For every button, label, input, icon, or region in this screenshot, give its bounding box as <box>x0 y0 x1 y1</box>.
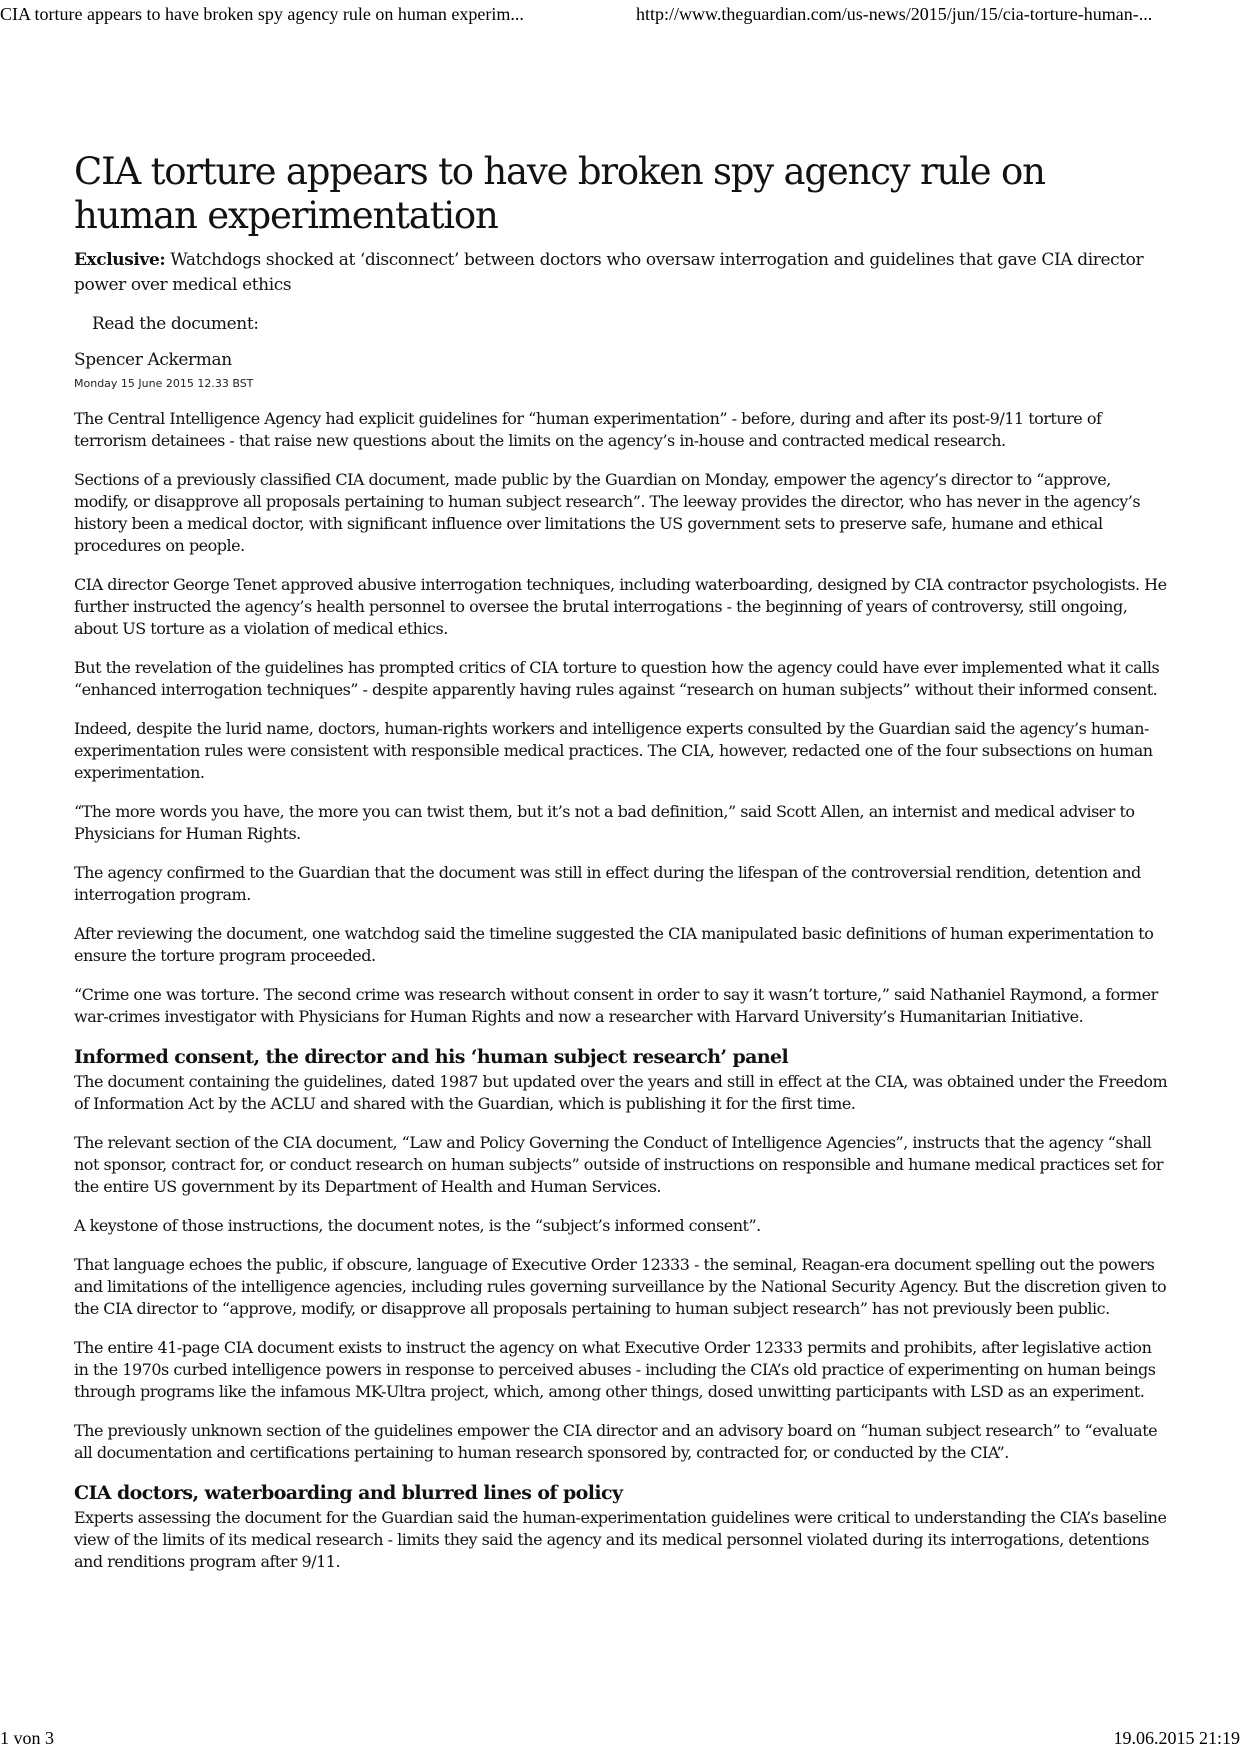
standfirst <box>74 248 1168 298</box>
body-paragraph: A keystone of those instructions, the document notes, is the “subject’s informed consent”. <box>74 1216 761 1235</box>
print-footer <box>0 1726 1240 1752</box>
dateline: Monday 15 June 2015 12.33 BST <box>74 377 254 390</box>
byline[interactable]: Spencer Ackerman <box>74 350 232 370</box>
print-header-url: http://www.theguardian.com/us-news/2015/jun/15/cia-torture-human-... <box>636 4 1153 24</box>
body-paragraph: The agency confirmed to the Guardian that the document was still in effect during the lifespan of the controversial rendition, detention and interrogation program. <box>74 863 1141 904</box>
body-paragraph: CIA director George Tenet approved abusive interrogation techniques, including waterboarding, designed by CIA contractor psychologists. He further instructed the agency’s health personnel to oversee the brutal interrogations - the beginning of years of controversy, still ongoing, about US torture as a violation of medical ethics. <box>74 575 1167 638</box>
standfirst-text: Watchdogs shocked at ‘disconnect’ between doctors who oversaw interrogation and guidelines that gave CIA director power over medical ethics <box>74 250 1144 295</box>
body-paragraph: That language echoes the public, if obscure, language of Executive Order 12333 - the seminal, Reagan-era document spelling out the powers and limitations of the intelligence agencies, including rules governing surveillance by the National Security Agency. But the discretion given to the CIA director to “approve, modify, or disapprove all proposals pertaining to human subject research” has not previously been public. <box>74 1255 1167 1318</box>
page-number: 1 von 3 <box>0 1728 54 1748</box>
body-paragraph: “Crime one was torture. The second crime was research without consent in order to say it wasn’t torture,” said Nathaniel Raymond, a former war-crimes investigator with Physicians for Human Rights and now a researcher with Harvard University’s Humanitarian Initiative. <box>74 985 1158 1026</box>
body-paragraph: After reviewing the document, one watchdog said the timeline suggested the CIA manipulated basic definitions of human experimentation to ensure the torture program proceeded. <box>74 924 1154 965</box>
body-paragraph: The document containing the guidelines, dated 1987 but updated over the years and still in effect at the CIA, was obtained under the Freedom of Information Act by the ACLU and shared with the Guardian, which is publishing it for the first time. <box>74 1072 1168 1113</box>
subheading-informed-consent: Informed consent, the director and his ‘human subject research’ panel <box>74 1046 789 1068</box>
body-paragraph: Indeed, despite the lurid name, doctors, human-rights workers and intelligence experts consulted by the Guardian said the agency’s human-experimentation rules were consistent with responsible medical practices. The CIA, however, redacted one of the four subsections on human experimentation. <box>74 719 1153 782</box>
body-paragraph: The Central Intelligence Agency had explicit guidelines for “human experimentation” - before, during and after its post-9/11 torture of terrorism detainees - that raise new questions about the limits on the agency’s in-house and contracted medical research. <box>74 409 1102 450</box>
subheading-cia-doctors: CIA doctors, waterboarding and blurred lines of policy <box>74 1482 623 1504</box>
body-paragraph: “The more words you have, the more you can twist them, but it’s not a bad definition,” said Scott Allen, an internist and medical adviser to Physicians for Human Rights. <box>74 802 1135 843</box>
read-document-link[interactable]: Read the document: <box>92 314 259 334</box>
print-header <box>0 0 1240 26</box>
headline: CIA torture appears to have broken spy agency rule on human experimentation <box>74 150 1045 237</box>
body-paragraph: Sections of a previously classified CIA document, made public by the Guardian on Monday, empower the agency’s director to “approve, modify, or disapprove all proposals pertaining to human subject research”. The leeway provides the director, who has never in the agency’s history been a medical doctor, with significant influence over limitations the US government sets to preserve safe, humane and ethical procedures on people. <box>74 470 1141 555</box>
article <box>74 150 1168 1590</box>
body-paragraph: Experts assessing the document for the Guardian said the human-experimentation guidelines were critical to understanding the CIA’s baseline view of the limits of its medical research - limits they said the agency and its medical personnel violated during its interrogations, detentions and renditions program after 9/11. <box>74 1508 1167 1571</box>
standfirst-kicker: Exclusive: <box>74 250 166 270</box>
body-paragraph: The previously unknown section of the guidelines empower the CIA director and an advisory board on “human subject research” to “evaluate all documentation and certifications pertaining to human research sponsored by, contracted for, or conducted by the CIA”. <box>74 1421 1158 1462</box>
body-paragraph: But the revelation of the guidelines has prompted critics of CIA torture to question how the agency could have ever implemented what it calls “enhanced interrogation techniques” - despite apparently having rules against “research on human subjects” without their informed consent. <box>74 658 1160 699</box>
print-header-title: CIA torture appears to have broken spy agency rule on human experim... <box>0 4 524 24</box>
body-paragraph: The relevant section of the CIA document, “Law and Policy Governing the Conduct of Intelligence Agencies”, instructs that the agency “shall not sponsor, contract for, or conduct research on human subjects” outside of instructions on responsible and humane medical practices set for the entire US government by its Department of Health and Human Services. <box>74 1133 1164 1196</box>
print-datetime: 19.06.2015 21:19 <box>1113 1728 1240 1748</box>
body-paragraph: The entire 41-page CIA document exists to instruct the agency on what Executive Order 12333 permits and prohibits, after legislative action in the 1970s curbed intelligence powers in response to perceived abuses - including the CIA’s old practice of experimenting on human beings through programs like the infamous MK-Ultra project, which, among other things, dosed unwitting participants with LSD as an experiment. <box>74 1338 1156 1401</box>
